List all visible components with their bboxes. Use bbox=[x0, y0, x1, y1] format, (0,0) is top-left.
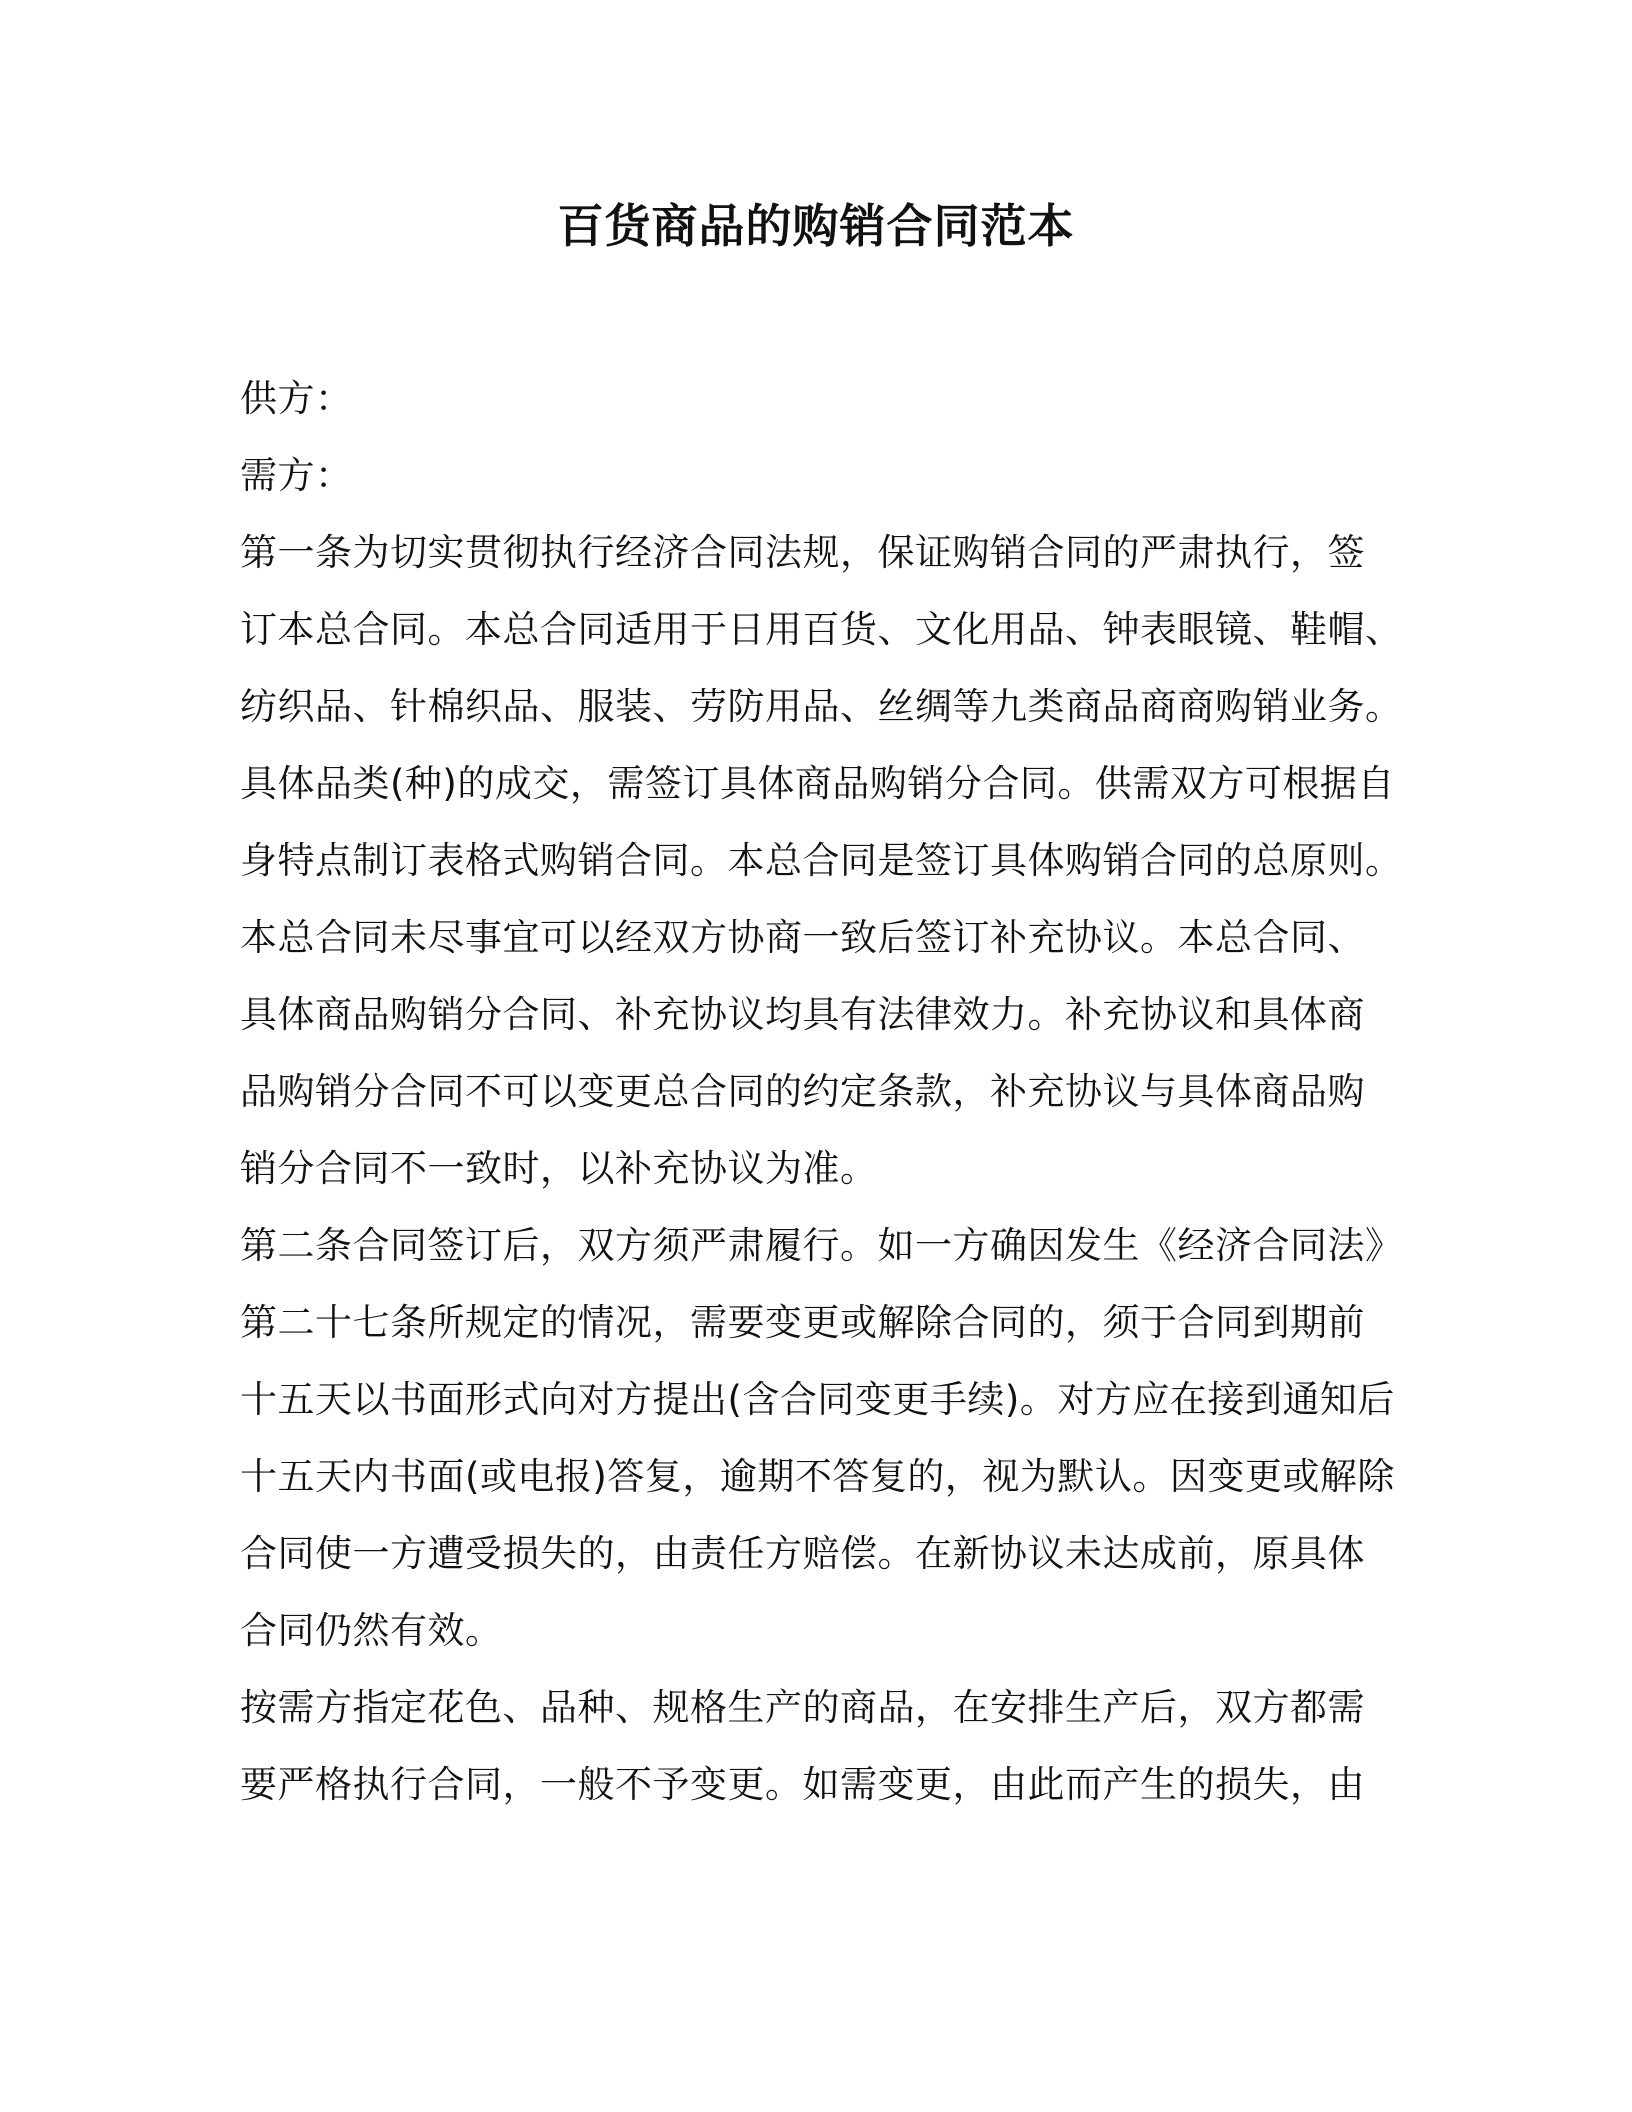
text-line: 合同使一方遭受损失的，由责任方赔偿。在新协议未达成前，原具体 bbox=[240, 1532, 1365, 1575]
text-line: 本总合同未尽事宜可以经双方协商一致后签订补充协议。本总合同、 bbox=[240, 916, 1365, 959]
text-line: 需方： bbox=[240, 454, 353, 497]
text-line: 身特点制订表格式购销合同。本总合同是签订具体购销合同的总原则。 bbox=[240, 839, 1403, 882]
text-line: 第二十七条所规定的情况，需要变更或解除合同的，须于合同到期前 bbox=[240, 1301, 1365, 1344]
text-line: 十五天内书面(或电报)答复，逾期不答复的，视为默认。因变更或解除 bbox=[240, 1455, 1395, 1498]
text-line: 按需方指定花色、品种、规格生产的商品，在安排生产后，双方都需 bbox=[240, 1686, 1365, 1729]
text-line: 合同仍然有效。 bbox=[240, 1609, 503, 1652]
text-line: 供方： bbox=[240, 377, 353, 420]
text-line: 订本总合同。本总合同适用于日用百货、文化用品、钟表眼镜、鞋帽、 bbox=[240, 608, 1403, 651]
text-line: 品购销分合同不可以变更总合同的约定条款，补充协议与具体商品购 bbox=[240, 1070, 1365, 1113]
text-line: 具体品类(种)的成交，需签订具体商品购销分合同。供需双方可根据自 bbox=[240, 762, 1395, 805]
text-line: 十五天以书面形式向对方提出(含合同变更手续)。对方应在接到通知后 bbox=[240, 1378, 1395, 1421]
text-line: 具体商品购销分合同、补充协议均具有法律效力。补充协议和具体商 bbox=[240, 993, 1365, 1036]
document-body bbox=[240, 360, 1420, 1823]
text-line: 纺织品、针棉织品、服装、劳防用品、丝绸等九类商品商商购销业务。 bbox=[240, 685, 1403, 728]
document-title: 百货商品的购销合同范本 bbox=[557, 199, 1075, 253]
text-line: 第一条为切实贯彻执行经济合同法规，保证购销合同的严肃执行，签 bbox=[240, 531, 1365, 574]
text-line: 销分合同不一致时，以补充协议为准。 bbox=[240, 1147, 878, 1190]
text-line: 第二条合同签订后，双方须严肃履行。如一方确因发生《经济合同法》 bbox=[240, 1224, 1403, 1267]
text-line: 要严格执行合同，一般不予变更。如需变更，由此而产生的损失，由 bbox=[240, 1763, 1365, 1806]
